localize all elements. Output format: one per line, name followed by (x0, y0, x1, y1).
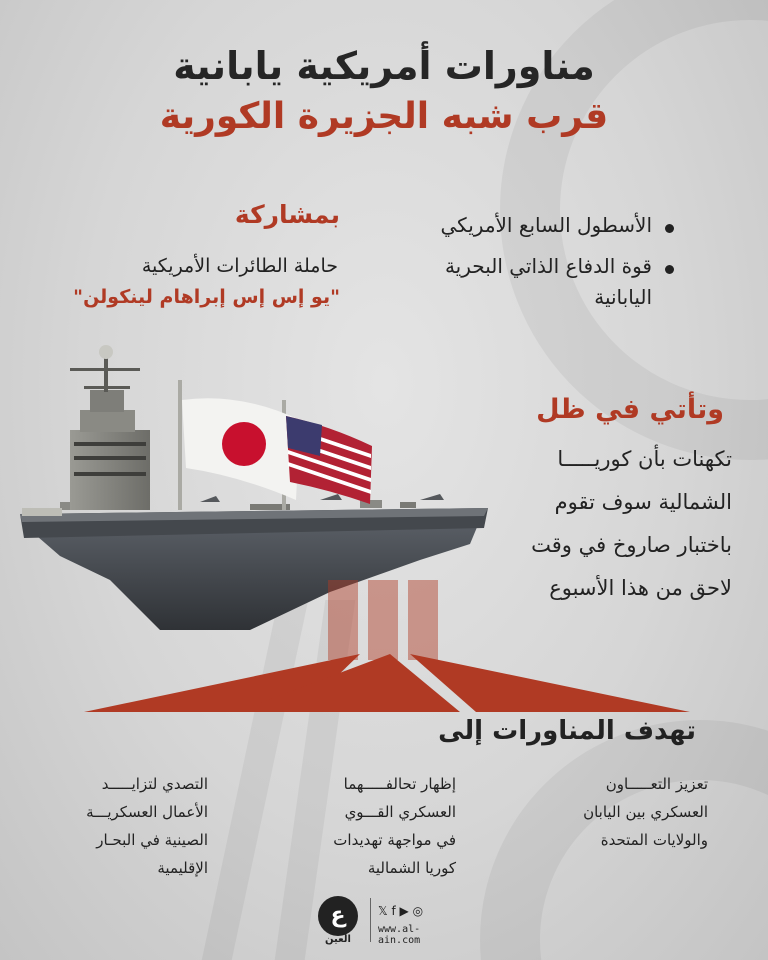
footer-branding (318, 890, 458, 950)
context-line: باختبار صاروخ في وقت (531, 533, 732, 557)
participant-item: الأسطول السابع الأمريكي (386, 210, 676, 241)
goal-line: والولايات المتحدة (600, 831, 708, 849)
context-heading: وتأتي في ظل (536, 394, 724, 425)
goal-line: الإقليمية (157, 859, 208, 877)
context-line: الشمالية سوف تقوم (554, 490, 732, 514)
title-line-2: قرب شبه الجزيرة الكورية (159, 96, 609, 137)
website-link[interactable]: www.al-ain.com (378, 924, 421, 946)
participant-list (386, 210, 676, 323)
participation-heading: بمشاركة (234, 200, 340, 229)
carrier-label: حاملة الطائرات الأمريكية (141, 255, 338, 277)
goal-line: الصينية في البحـار (96, 831, 208, 849)
social-icons: 𝕏 f ▶ ◎ (378, 904, 424, 918)
logo-text: العين (325, 934, 351, 945)
carrier-name: "يو إس إس إبراهام لينكولن" (73, 286, 340, 308)
goal-line: العسكري بين اليابان (583, 803, 708, 821)
runway-decoration (0, 580, 768, 720)
goal-line: الأعمال العسكريـــة (86, 803, 208, 821)
goal-line: التصدي لتزايـــــد (101, 775, 208, 793)
goal-item-alliance (296, 770, 456, 882)
footer-divider (370, 898, 371, 942)
context-line: تكهنات بأن كوريـــــا (557, 447, 732, 471)
goal-line: إظهار تحالفـــــهما (343, 775, 456, 793)
goals-heading: تهدف المناورات إلى (438, 716, 696, 746)
goal-line: كوريا الشمالية (367, 859, 456, 877)
participant-item: قوة الدفاع الذاتي البحرية اليابانية (386, 251, 676, 313)
context-line: لاحق من هذا الأسبوع (549, 576, 732, 600)
goal-line: العسكري القـــوي (344, 803, 456, 821)
goal-line: تعزيز التعـــــاون (605, 775, 708, 793)
title-line-1: مناورات أمريكية يابانية (173, 44, 595, 88)
goal-item-china (48, 770, 208, 882)
goal-line: في مواجهة تهديدات (333, 831, 456, 849)
al-ain-logo: ع (318, 896, 358, 936)
goal-item-cooperation (548, 770, 708, 854)
